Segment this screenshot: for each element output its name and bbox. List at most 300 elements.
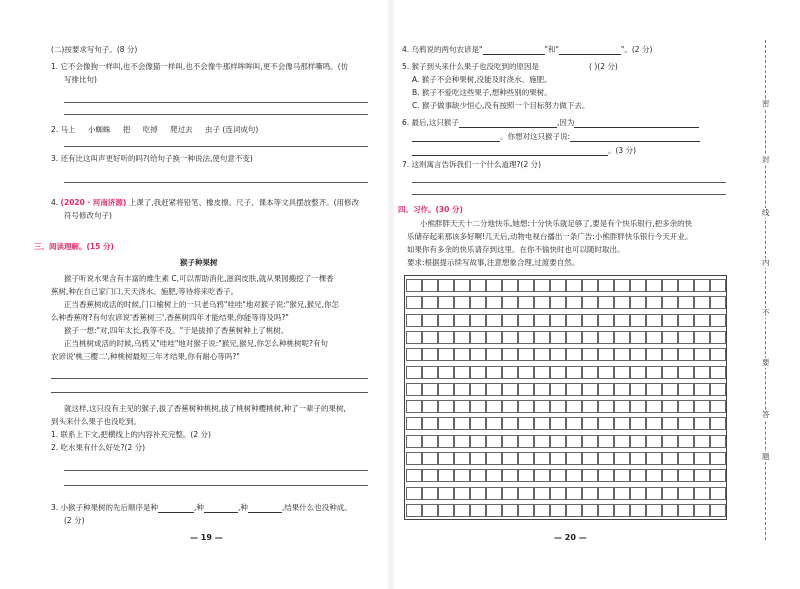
grid-cell[interactable] <box>662 504 678 517</box>
grid-cell[interactable] <box>486 366 502 379</box>
grid-cell[interactable] <box>694 296 710 309</box>
grid-cell[interactable] <box>710 469 726 482</box>
grid-cell[interactable] <box>582 469 598 482</box>
grid-cell[interactable] <box>534 348 550 361</box>
grid-cell[interactable] <box>694 279 710 292</box>
grid-cell[interactable] <box>614 348 630 361</box>
grid-cell[interactable] <box>566 435 582 448</box>
grid-cell[interactable] <box>662 435 678 448</box>
grid-cell[interactable] <box>534 296 550 309</box>
grid-cell[interactable] <box>502 383 518 396</box>
grid-cell[interactable] <box>582 348 598 361</box>
grid-cell[interactable] <box>518 469 534 482</box>
grid-cell[interactable] <box>582 366 598 379</box>
grid-cell[interactable] <box>518 348 534 361</box>
grid-cell[interactable] <box>534 469 550 482</box>
grid-cell[interactable] <box>534 383 550 396</box>
grid-cell[interactable] <box>518 331 534 344</box>
fill-blank[interactable] <box>412 148 608 156</box>
grid-cell[interactable] <box>486 469 502 482</box>
grid-cell[interactable] <box>646 469 662 482</box>
answer-line[interactable] <box>51 378 368 379</box>
grid-cell[interactable] <box>694 435 710 448</box>
grid-cell[interactable] <box>470 469 486 482</box>
grid-cell[interactable] <box>534 314 550 327</box>
grid-cell[interactable] <box>438 452 454 465</box>
grid-cell[interactable] <box>422 417 438 430</box>
grid-cell[interactable] <box>710 348 726 361</box>
grid-cell[interactable] <box>646 331 662 344</box>
grid-cell[interactable] <box>422 331 438 344</box>
grid-cell[interactable] <box>406 296 422 309</box>
grid-cell[interactable] <box>406 487 422 500</box>
grid-cell[interactable] <box>662 400 678 413</box>
grid-cell[interactable] <box>454 383 470 396</box>
grid-cell[interactable] <box>438 435 454 448</box>
grid-cell[interactable] <box>470 296 486 309</box>
grid-cell[interactable] <box>502 279 518 292</box>
grid-cell[interactable] <box>438 296 454 309</box>
grid-cell[interactable] <box>678 296 694 309</box>
grid-cell[interactable] <box>438 487 454 500</box>
grid-cell[interactable] <box>550 296 566 309</box>
grid-cell[interactable] <box>422 296 438 309</box>
grid-cell[interactable] <box>406 452 422 465</box>
grid-cell[interactable] <box>630 469 646 482</box>
grid-cell[interactable] <box>486 279 502 292</box>
grid-cell[interactable] <box>598 469 614 482</box>
grid-cell[interactable] <box>502 504 518 517</box>
grid-cell[interactable] <box>566 452 582 465</box>
answer-line[interactable] <box>64 146 368 147</box>
grid-cell[interactable] <box>470 314 486 327</box>
grid-cell[interactable] <box>502 296 518 309</box>
grid-cell[interactable] <box>582 504 598 517</box>
answer-line[interactable] <box>64 470 368 471</box>
grid-cell[interactable] <box>678 348 694 361</box>
grid-cell[interactable] <box>678 279 694 292</box>
grid-cell[interactable] <box>678 417 694 430</box>
grid-cell[interactable] <box>550 469 566 482</box>
grid-cell[interactable] <box>550 348 566 361</box>
grid-cell[interactable] <box>694 348 710 361</box>
grid-cell[interactable] <box>406 348 422 361</box>
grid-cell[interactable] <box>486 400 502 413</box>
grid-cell[interactable] <box>454 400 470 413</box>
grid-cell[interactable] <box>550 504 566 517</box>
grid-cell[interactable] <box>454 279 470 292</box>
grid-cell[interactable] <box>614 452 630 465</box>
grid-cell[interactable] <box>422 487 438 500</box>
grid-cell[interactable] <box>598 417 614 430</box>
grid-cell[interactable] <box>422 435 438 448</box>
grid-cell[interactable] <box>646 348 662 361</box>
grid-cell[interactable] <box>406 435 422 448</box>
grid-cell[interactable] <box>502 314 518 327</box>
grid-cell[interactable] <box>550 435 566 448</box>
grid-cell[interactable] <box>534 400 550 413</box>
grid-cell[interactable] <box>502 435 518 448</box>
grid-cell[interactable] <box>662 348 678 361</box>
grid-cell[interactable] <box>502 417 518 430</box>
grid-cell[interactable] <box>694 487 710 500</box>
grid-cell[interactable] <box>614 314 630 327</box>
grid-cell[interactable] <box>582 383 598 396</box>
grid-cell[interactable] <box>406 366 422 379</box>
grid-cell[interactable] <box>422 348 438 361</box>
grid-cell[interactable] <box>678 469 694 482</box>
grid-cell[interactable] <box>694 417 710 430</box>
grid-cell[interactable] <box>502 400 518 413</box>
grid-cell[interactable] <box>582 400 598 413</box>
grid-cell[interactable] <box>630 314 646 327</box>
grid-cell[interactable] <box>630 331 646 344</box>
grid-cell[interactable] <box>454 348 470 361</box>
grid-cell[interactable] <box>454 487 470 500</box>
grid-cell[interactable] <box>470 366 486 379</box>
grid-cell[interactable] <box>710 331 726 344</box>
grid-cell[interactable] <box>614 366 630 379</box>
grid-cell[interactable] <box>422 400 438 413</box>
grid-cell[interactable] <box>534 435 550 448</box>
grid-cell[interactable] <box>630 348 646 361</box>
grid-cell[interactable] <box>678 331 694 344</box>
grid-cell[interactable] <box>486 504 502 517</box>
grid-cell[interactable] <box>454 366 470 379</box>
grid-cell[interactable] <box>550 366 566 379</box>
grid-cell[interactable] <box>646 435 662 448</box>
grid-cell[interactable] <box>614 331 630 344</box>
grid-cell[interactable] <box>470 331 486 344</box>
grid-cell[interactable] <box>502 452 518 465</box>
grid-cell[interactable] <box>438 400 454 413</box>
grid-cell[interactable] <box>710 366 726 379</box>
grid-cell[interactable] <box>630 296 646 309</box>
grid-cell[interactable] <box>694 331 710 344</box>
grid-cell[interactable] <box>662 487 678 500</box>
fill-blank[interactable] <box>459 120 557 128</box>
grid-cell[interactable] <box>470 452 486 465</box>
grid-cell[interactable] <box>614 279 630 292</box>
grid-cell[interactable] <box>422 504 438 517</box>
grid-cell[interactable] <box>710 504 726 517</box>
grid-cell[interactable] <box>630 383 646 396</box>
grid-cell[interactable] <box>518 487 534 500</box>
grid-cell[interactable] <box>598 366 614 379</box>
grid-cell[interactable] <box>678 452 694 465</box>
grid-cell[interactable] <box>694 452 710 465</box>
answer-line[interactable] <box>64 114 368 115</box>
answer-line[interactable] <box>64 182 368 183</box>
grid-cell[interactable] <box>550 400 566 413</box>
answer-line[interactable] <box>64 102 368 103</box>
grid-cell[interactable] <box>582 417 598 430</box>
grid-cell[interactable] <box>486 331 502 344</box>
grid-cell[interactable] <box>486 452 502 465</box>
grid-cell[interactable] <box>534 331 550 344</box>
grid-cell[interactable] <box>454 469 470 482</box>
grid-cell[interactable] <box>470 487 486 500</box>
grid-cell[interactable] <box>422 469 438 482</box>
grid-cell[interactable] <box>454 504 470 517</box>
grid-cell[interactable] <box>630 279 646 292</box>
grid-cell[interactable] <box>598 279 614 292</box>
grid-cell[interactable] <box>582 331 598 344</box>
grid-cell[interactable] <box>598 435 614 448</box>
grid-cell[interactable] <box>534 366 550 379</box>
grid-cell[interactable] <box>422 452 438 465</box>
grid-cell[interactable] <box>630 487 646 500</box>
grid-cell[interactable] <box>646 383 662 396</box>
grid-cell[interactable] <box>598 348 614 361</box>
grid-cell[interactable] <box>710 383 726 396</box>
grid-cell[interactable] <box>678 314 694 327</box>
grid-cell[interactable] <box>470 348 486 361</box>
grid-cell[interactable] <box>646 279 662 292</box>
grid-cell[interactable] <box>518 417 534 430</box>
grid-cell[interactable] <box>582 435 598 448</box>
fill-blank[interactable] <box>204 505 238 513</box>
option-a[interactable]: A. 猴子不会种果树,没能及时浇水、施肥。 <box>412 75 552 84</box>
grid-cell[interactable] <box>486 487 502 500</box>
grid-cell[interactable] <box>486 383 502 396</box>
grid-cell[interactable] <box>502 366 518 379</box>
grid-cell[interactable] <box>662 469 678 482</box>
grid-cell[interactable] <box>630 417 646 430</box>
grid-cell[interactable] <box>694 314 710 327</box>
grid-cell[interactable] <box>470 504 486 517</box>
grid-cell[interactable] <box>518 435 534 448</box>
grid-cell[interactable] <box>454 452 470 465</box>
grid-cell[interactable] <box>566 383 582 396</box>
grid-cell[interactable] <box>438 331 454 344</box>
grid-cell[interactable] <box>630 435 646 448</box>
fill-blank[interactable] <box>559 47 621 55</box>
grid-cell[interactable] <box>486 296 502 309</box>
grid-cell[interactable] <box>598 504 614 517</box>
grid-cell[interactable] <box>470 417 486 430</box>
grid-cell[interactable] <box>422 366 438 379</box>
grid-cell[interactable] <box>438 279 454 292</box>
grid-cell[interactable] <box>614 487 630 500</box>
grid-cell[interactable] <box>406 314 422 327</box>
grid-cell[interactable] <box>710 314 726 327</box>
grid-cell[interactable] <box>486 314 502 327</box>
grid-cell[interactable] <box>662 314 678 327</box>
grid-cell[interactable] <box>566 469 582 482</box>
grid-cell[interactable] <box>598 314 614 327</box>
grid-cell[interactable] <box>614 383 630 396</box>
grid-cell[interactable] <box>422 279 438 292</box>
grid-cell[interactable] <box>550 452 566 465</box>
option-b[interactable]: B. 猴子不爱吃这些果子,想种些别的果树。 <box>412 88 552 97</box>
answer-line[interactable] <box>64 485 368 486</box>
grid-cell[interactable] <box>646 400 662 413</box>
grid-cell[interactable] <box>534 279 550 292</box>
grid-cell[interactable] <box>646 366 662 379</box>
grid-cell[interactable] <box>678 400 694 413</box>
fill-blank[interactable] <box>248 505 282 513</box>
grid-cell[interactable] <box>566 348 582 361</box>
grid-cell[interactable] <box>710 296 726 309</box>
grid-cell[interactable] <box>678 487 694 500</box>
grid-cell[interactable] <box>518 400 534 413</box>
grid-cell[interactable] <box>454 296 470 309</box>
writing-grid[interactable] <box>404 275 727 520</box>
grid-cell[interactable] <box>406 504 422 517</box>
grid-cell[interactable] <box>534 504 550 517</box>
grid-cell[interactable] <box>518 383 534 396</box>
grid-cell[interactable] <box>438 348 454 361</box>
grid-cell[interactable] <box>534 452 550 465</box>
grid-cell[interactable] <box>486 435 502 448</box>
grid-cell[interactable] <box>518 452 534 465</box>
grid-cell[interactable] <box>694 366 710 379</box>
grid-cell[interactable] <box>438 417 454 430</box>
grid-cell[interactable] <box>662 383 678 396</box>
grid-cell[interactable] <box>582 279 598 292</box>
grid-cell[interactable] <box>662 452 678 465</box>
grid-cell[interactable] <box>614 469 630 482</box>
grid-cell[interactable] <box>710 452 726 465</box>
grid-cell[interactable] <box>470 400 486 413</box>
grid-cell[interactable] <box>550 279 566 292</box>
grid-cell[interactable] <box>614 400 630 413</box>
grid-cell[interactable] <box>454 331 470 344</box>
grid-cell[interactable] <box>678 504 694 517</box>
grid-cell[interactable] <box>406 417 422 430</box>
grid-cell[interactable] <box>518 279 534 292</box>
grid-cell[interactable] <box>678 383 694 396</box>
grid-cell[interactable] <box>614 504 630 517</box>
grid-cell[interactable] <box>646 314 662 327</box>
grid-cell[interactable] <box>438 383 454 396</box>
grid-cell[interactable] <box>566 296 582 309</box>
grid-cell[interactable] <box>694 504 710 517</box>
grid-cell[interactable] <box>566 504 582 517</box>
grid-cell[interactable] <box>502 487 518 500</box>
grid-cell[interactable] <box>470 383 486 396</box>
grid-cell[interactable] <box>614 435 630 448</box>
grid-cell[interactable] <box>662 296 678 309</box>
grid-cell[interactable] <box>630 366 646 379</box>
grid-cell[interactable] <box>454 314 470 327</box>
grid-cell[interactable] <box>646 504 662 517</box>
grid-cell[interactable] <box>582 296 598 309</box>
grid-cell[interactable] <box>550 417 566 430</box>
answer-line[interactable] <box>51 392 368 393</box>
grid-cell[interactable] <box>710 487 726 500</box>
grid-cell[interactable] <box>566 331 582 344</box>
grid-cell[interactable] <box>614 417 630 430</box>
grid-cell[interactable] <box>710 400 726 413</box>
option-c[interactable]: C. 猴子做事缺少恒心,没有按照一个目标努力做下去。 <box>412 101 590 110</box>
grid-cell[interactable] <box>630 400 646 413</box>
fill-blank[interactable] <box>412 134 500 142</box>
grid-cell[interactable] <box>694 383 710 396</box>
grid-cell[interactable] <box>470 279 486 292</box>
fill-blank[interactable] <box>158 505 194 513</box>
grid-cell[interactable] <box>438 469 454 482</box>
grid-cell[interactable] <box>534 417 550 430</box>
grid-cell[interactable] <box>678 366 694 379</box>
grid-cell[interactable] <box>518 366 534 379</box>
grid-cell[interactable] <box>422 383 438 396</box>
grid-cell[interactable] <box>438 366 454 379</box>
grid-cell[interactable] <box>662 331 678 344</box>
grid-cell[interactable] <box>534 487 550 500</box>
grid-cell[interactable] <box>502 469 518 482</box>
grid-cell[interactable] <box>582 487 598 500</box>
grid-cell[interactable] <box>406 469 422 482</box>
grid-cell[interactable] <box>406 331 422 344</box>
grid-cell[interactable] <box>694 400 710 413</box>
grid-cell[interactable] <box>662 279 678 292</box>
fill-blank[interactable] <box>483 47 545 55</box>
grid-cell[interactable] <box>422 314 438 327</box>
answer-line[interactable] <box>412 194 726 195</box>
grid-cell[interactable] <box>406 400 422 413</box>
grid-cell[interactable] <box>566 417 582 430</box>
grid-cell[interactable] <box>710 417 726 430</box>
grid-cell[interactable] <box>518 504 534 517</box>
grid-cell[interactable] <box>550 383 566 396</box>
grid-cell[interactable] <box>630 504 646 517</box>
grid-cell[interactable] <box>502 331 518 344</box>
grid-cell[interactable] <box>598 452 614 465</box>
grid-cell[interactable] <box>486 348 502 361</box>
grid-cell[interactable] <box>646 417 662 430</box>
grid-cell[interactable] <box>598 400 614 413</box>
grid-cell[interactable] <box>486 417 502 430</box>
grid-cell[interactable] <box>566 314 582 327</box>
grid-cell[interactable] <box>454 435 470 448</box>
grid-cell[interactable] <box>582 452 598 465</box>
grid-cell[interactable] <box>454 417 470 430</box>
grid-cell[interactable] <box>630 452 646 465</box>
fill-blank[interactable] <box>574 120 699 128</box>
grid-cell[interactable] <box>614 296 630 309</box>
grid-cell[interactable] <box>438 314 454 327</box>
grid-cell[interactable] <box>646 452 662 465</box>
grid-cell[interactable] <box>406 383 422 396</box>
fill-blank[interactable] <box>570 134 700 142</box>
grid-cell[interactable] <box>438 504 454 517</box>
grid-cell[interactable] <box>646 296 662 309</box>
grid-cell[interactable] <box>646 487 662 500</box>
grid-cell[interactable] <box>550 314 566 327</box>
grid-cell[interactable] <box>582 314 598 327</box>
grid-cell[interactable] <box>710 435 726 448</box>
grid-cell[interactable] <box>470 435 486 448</box>
grid-cell[interactable] <box>662 366 678 379</box>
grid-cell[interactable] <box>662 417 678 430</box>
grid-cell[interactable] <box>598 296 614 309</box>
grid-cell[interactable] <box>406 279 422 292</box>
grid-cell[interactable] <box>598 331 614 344</box>
grid-cell[interactable] <box>550 331 566 344</box>
grid-cell[interactable] <box>518 314 534 327</box>
grid-cell[interactable] <box>566 487 582 500</box>
grid-cell[interactable] <box>598 383 614 396</box>
grid-cell[interactable] <box>678 435 694 448</box>
grid-cell[interactable] <box>566 279 582 292</box>
grid-cell[interactable] <box>502 348 518 361</box>
grid-cell[interactable] <box>566 366 582 379</box>
grid-cell[interactable] <box>550 487 566 500</box>
grid-cell[interactable] <box>598 487 614 500</box>
grid-cell[interactable] <box>694 469 710 482</box>
